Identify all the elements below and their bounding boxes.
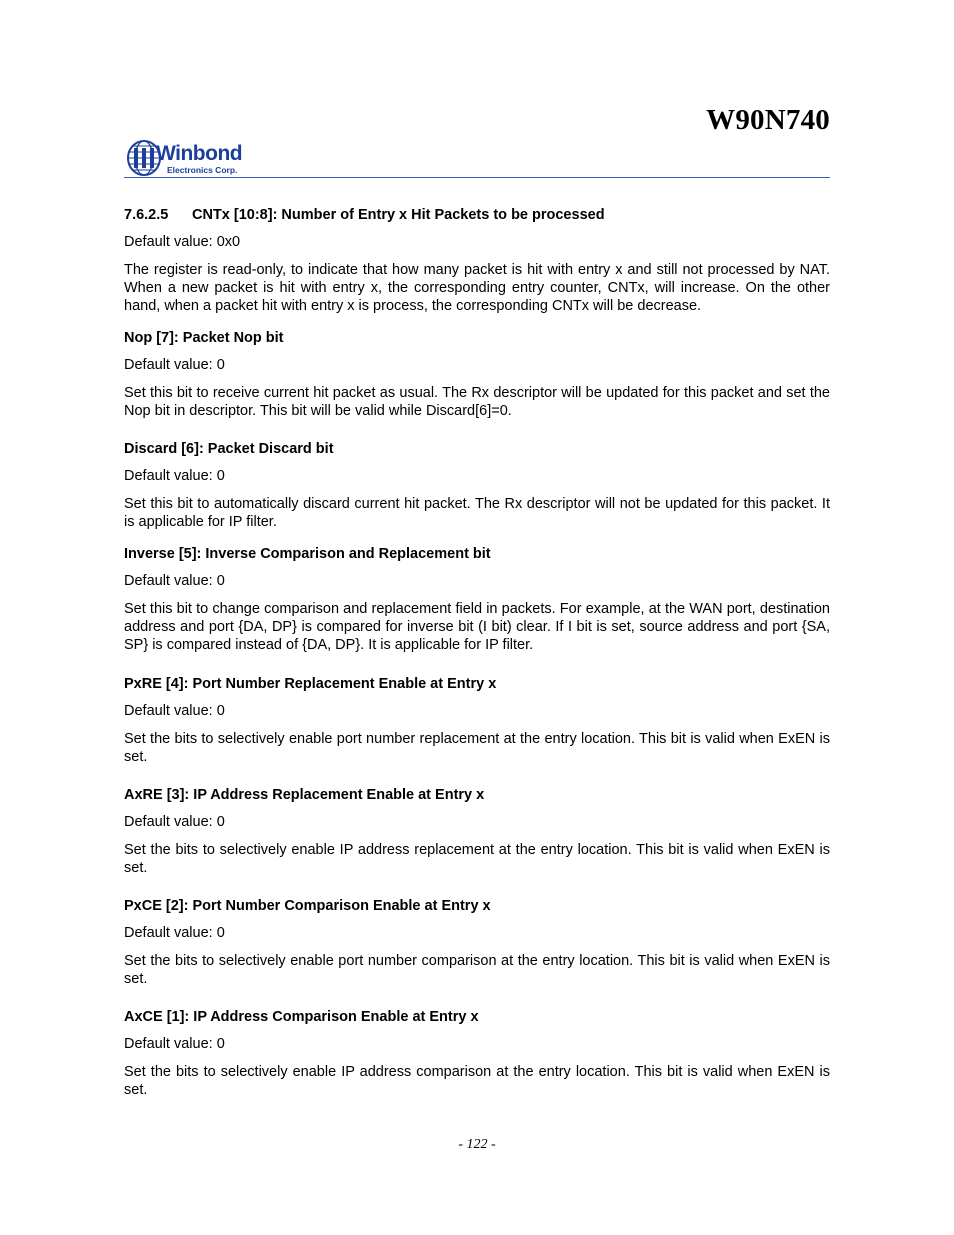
- field-description-discard: Set this bit to automatically discard current hit packet. The Rx descriptor will not be updated for this packet. It is applicable for IP filter.: [124, 496, 830, 530]
- field-description-nop: Set this bit to receive current hit packet as usual. The Rx descriptor will be updated for this packet and set the Nop bit in descriptor. This bit will be valid while Discard[6]=0.: [124, 385, 830, 419]
- field-heading-inverse: Inverse [5]: Inverse Comparison and Replacement bit: [124, 546, 491, 562]
- default-value: Default value: 0: [124, 925, 225, 941]
- field-description-axre: Set the bits to selectively enable IP address replacement at the entry location. This bit is valid when ExEN is set.: [124, 842, 830, 876]
- default-value: Default value: 0: [124, 357, 225, 373]
- field-heading-axre: AxRE [3]: IP Address Replacement Enable at Entry x: [124, 787, 485, 803]
- field-heading-discard: Discard [6]: Packet Discard bit: [124, 441, 334, 457]
- field-description-inverse: Set this bit to change comparison and replacement field in packets. For example, at the WAN port, destination address and port {DA, DP} is compared for inverse bit (I bit) clear. If I bit is set, source address and port {SA, SP} is compared instead of {DA, DP}. It is applicable for IP filter.: [124, 601, 830, 653]
- default-value: Default value: 0: [124, 814, 225, 830]
- page-number: - 122 -: [458, 1137, 496, 1152]
- default-value: Default value: 0: [124, 468, 225, 484]
- default-value: Default value: 0x0: [124, 234, 241, 250]
- document-body: [124, 206, 830, 1099]
- field-heading-pxce: PxCE [2]: Port Number Comparison Enable at Entry x: [124, 898, 491, 914]
- default-value: Default value: 0: [124, 703, 225, 719]
- logo-wordmark: Winbond: [156, 142, 243, 165]
- section-description: The register is read-only, to indicate that how many packet is hit with entry x and still not processed by NAT. When a new packet is hit with entry x, the corresponding entry counter, CNTx, will increase. On the other hand, when a packet hit with entry x is process, the corresponding CNTx will be decrease.: [124, 262, 830, 314]
- default-value: Default value: 0: [124, 1036, 225, 1052]
- default-value: Default value: 0: [124, 573, 225, 589]
- field-description-pxce: Set the bits to selectively enable port number comparison at the entry location. This bit is valid when ExEN is set.: [124, 953, 830, 987]
- header-divider: [124, 177, 830, 178]
- field-description-pxre: Set the bits to selectively enable port number replacement at the entry location. This bit is valid when ExEN is set.: [124, 731, 830, 765]
- logo-subtitle: Electronics Corp.: [167, 165, 238, 175]
- section-number: 7.6.2.5: [124, 207, 169, 223]
- field-heading-axce: AxCE [1]: IP Address Comparison Enable at Entry x: [124, 1009, 479, 1025]
- field-heading-pxre: PxRE [4]: Port Number Replacement Enable at Entry x: [124, 676, 497, 692]
- winbond-logo: [126, 138, 251, 178]
- field-heading-nop: Nop [7]: Packet Nop bit: [124, 330, 284, 346]
- section-heading: [124, 206, 830, 224]
- section-title: CNTx [10:8]: Number of Entry x Hit Packets to be processed: [192, 207, 605, 223]
- document-title: W90N740: [706, 104, 830, 136]
- field-description-axce: Set the bits to selectively enable IP address comparison at the entry location. This bit is valid when ExEN is set.: [124, 1064, 830, 1098]
